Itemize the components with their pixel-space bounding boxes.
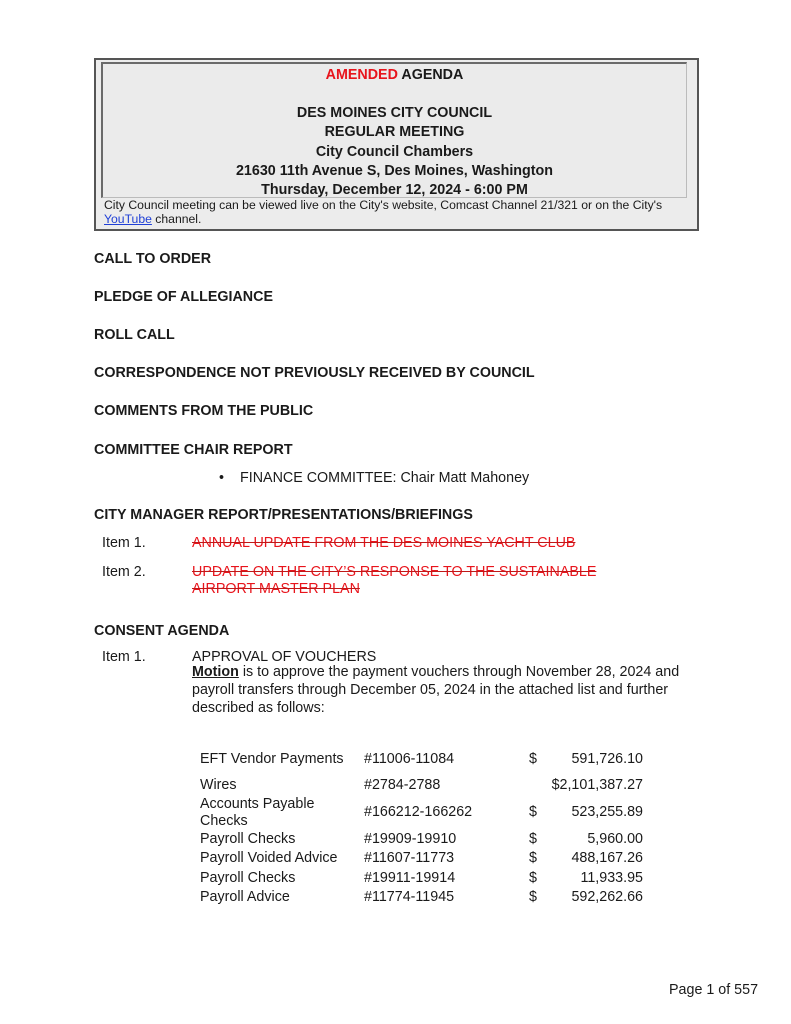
voucher-currency: $ (529, 830, 537, 847)
voucher-range: #19911-19914 (364, 869, 456, 886)
agenda-label: AGENDA (401, 67, 464, 83)
meeting-location: City Council Chambers (315, 143, 474, 160)
voucher-desc: Payroll Checks (200, 830, 296, 847)
voucher-amount: 488,167.26 (571, 850, 643, 867)
section-call-to-order: CALL TO ORDER (94, 251, 212, 267)
cm-item-2-line-1: UPDATE ON THE CITY’S RESPONSE TO THE SUSTAINABLE (192, 564, 597, 580)
table-row (200, 888, 643, 908)
voucher-desc: Accounts Payable Checks (200, 795, 315, 829)
meeting-datetime: Thursday, December 12, 2024 - 6:00 PM (261, 182, 528, 199)
table-row (200, 796, 643, 830)
section-city-manager-report: CITY MANAGER REPORT/PRESENTATIONS/BRIEFINGS (94, 507, 473, 523)
motion-label: Motion (192, 664, 239, 680)
voucher-desc: Payroll Checks (200, 869, 296, 886)
viewing-note (104, 198, 694, 226)
voucher-currency: $ (529, 804, 537, 820)
voucher-amount: 591,726.10 (571, 750, 643, 767)
voucher-range: #11607-11773 (364, 850, 455, 867)
voucher-currency: $ (529, 869, 537, 886)
section-consent-agenda: CONSENT AGENDA (94, 623, 230, 639)
consent-item-1-title: APPROVAL OF VOUCHERS (192, 649, 377, 665)
viewing-note-suffix: channel. (151, 212, 202, 226)
voucher-currency: $ (529, 889, 537, 906)
voucher-amount: 592,262.66 (571, 889, 643, 906)
cm-item-1-label: Item 1. (102, 535, 146, 551)
voucher-currency: $ (529, 850, 537, 867)
voucher-amount: 11,933.95 (580, 869, 643, 886)
voucher-desc: Wires (200, 777, 237, 794)
voucher-range: #2784-2788 (364, 777, 441, 794)
amended-label: AMENDED (325, 67, 398, 83)
voucher-currency: $ (529, 750, 537, 767)
youtube-link[interactable]: YouTube (104, 212, 152, 226)
voucher-desc: EFT Vendor Payments (200, 750, 344, 767)
page-number: Page 1 of 557 (669, 982, 759, 998)
table-row (200, 742, 643, 776)
table-row (200, 776, 643, 796)
motion-text: is to approve the payment vouchers through November 28, 2024 and payroll transfers through December 05, 2024 in the attached list and further described as follows: (192, 664, 680, 716)
voucher-table (200, 742, 643, 908)
table-row (200, 849, 643, 869)
meeting-type: REGULAR MEETING (324, 124, 465, 141)
voucher-amount: 5,960.00 (587, 830, 643, 847)
section-pledge-of-allegiance: PLEDGE OF ALLEGIANCE (94, 289, 273, 305)
table-row (200, 869, 643, 889)
section-public-comments: COMMENTS FROM THE PUBLIC (94, 403, 314, 419)
voucher-amount: 523,255.89 (571, 804, 643, 820)
cm-item-2-line-2: AIRPORT MASTER PLAN (192, 581, 360, 597)
voucher-desc: Payroll Advice (200, 889, 290, 906)
meeting-header-panel (101, 62, 687, 198)
committee-bullet (219, 470, 529, 486)
voucher-range: #11006-11084 (364, 750, 455, 767)
committee-bullet-text: FINANCE COMMITTEE: Chair Matt Mahoney (240, 470, 530, 486)
council-name: DES MOINES CITY COUNCIL (296, 105, 493, 122)
section-correspondence: CORRESPONDENCE NOT PREVIOUSLY RECEIVED BY COUNCIL (94, 365, 535, 381)
voucher-range: #11774-11945 (364, 889, 455, 906)
voucher-desc: Payroll Voided Advice (200, 850, 338, 867)
agenda-title (103, 66, 686, 85)
consent-item-1-label: Item 1. (102, 649, 146, 665)
cm-item-2-text (192, 564, 596, 598)
voucher-range: #166212-166262 (364, 804, 473, 820)
voucher-currency (529, 776, 543, 796)
cm-item-2-label: Item 2. (102, 564, 146, 580)
table-row (200, 830, 643, 850)
motion-paragraph (192, 664, 692, 717)
bullet-icon: • (219, 470, 225, 486)
voucher-range: #19909-19910 (364, 830, 457, 847)
section-roll-call: ROLL CALL (94, 327, 175, 343)
meeting-address: 21630 11th Avenue S, Des Moines, Washington (235, 162, 553, 179)
cm-item-1-text: ANNUAL UPDATE FROM THE DES MOINES YACHT CLUB (192, 535, 576, 551)
meeting-header-box (94, 58, 699, 231)
section-committee-chair-report: COMMITTEE CHAIR REPORT (94, 442, 293, 458)
voucher-amount: $2,101,387.27 (551, 777, 643, 794)
viewing-note-text: City Council meeting can be viewed live on the City's website, Comcast Channel 21/321 or on the City's (104, 198, 663, 212)
